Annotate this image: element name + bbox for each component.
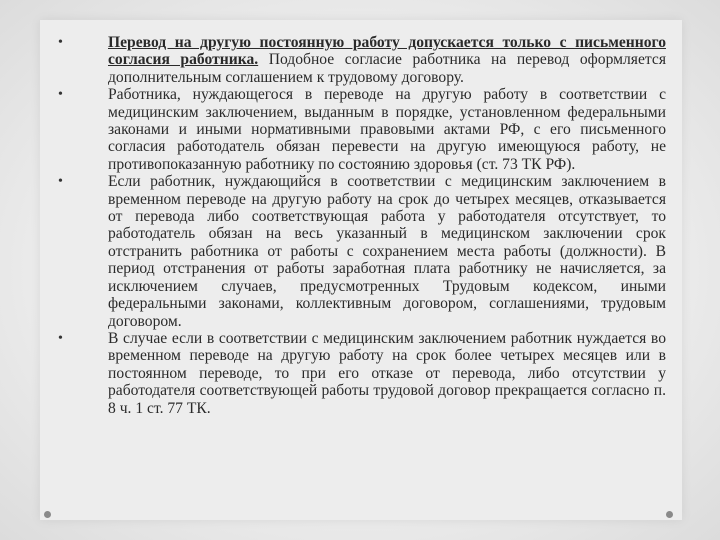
bullet-4-text: В случае если в соответствии с медицинским заключением работник нуждается во временном переводе на другую работу на срок более четырех месяцев или в постоянном переводе, то при его отказе от перевода, либо отсутствии у работодателя соответствующей работы трудовой договор прекращается согласно п. 8 ч. 1 ст. 77 ТК. xyxy=(108,329,666,417)
bullet-dot-icon: • xyxy=(58,35,63,50)
bullet-1-text: Подобное согласие работника на перевод оформляется дополнительным соглашением к трудовому договору. xyxy=(108,51,666,86)
decorative-dot-left-icon xyxy=(44,511,51,518)
decorative-dot-right-icon xyxy=(666,511,673,518)
bullet-item-2 xyxy=(58,86,666,173)
bullet-dot-icon: • xyxy=(58,174,63,190)
bullet-item-4 xyxy=(58,330,666,417)
bullet-dot-icon: • xyxy=(58,87,63,103)
bullet-1-emphasis: Перевод на другую постоянную работу допускается только с письменного согласия работника. xyxy=(108,34,666,69)
slide-content xyxy=(58,34,666,417)
bullet-dot-icon: • xyxy=(58,330,63,346)
bullet-3-text: Если работник, нуждающийся в соответствии с медицинским заключением в временном переводе на другую работу на срок до четырех месяцев, отказывается от перевода либо соответствующая работа у работодателя отсутствует, то работодатель обязан на весь указанный в медицинском заключении срок отстранить работника от работы с сохранением места работы (должности). В период отстранения от работы заработная плата работнику не начисляется, за исключением случаев, предусмотренных Трудовым кодексом, иными федеральными законами, коллективным договором, соглашениями, трудовым договором. xyxy=(108,173,666,330)
content-frame xyxy=(40,20,682,520)
bullet-item-1 xyxy=(58,34,666,86)
bullet-list xyxy=(58,34,666,417)
bullet-2-text: Работника, нуждающегося в переводе на другую работу в соответствии с медицинским заключением, выданным в порядке, установленном федеральными законами и иными нормативными правовыми актами РФ, с его письменного согласия работодатель обязан перевести на другую имеющуюся работу, не противопоказанную работнику по состоянию здоровья (ст. 73 ТК РФ). xyxy=(108,86,666,173)
bullet-item-3 xyxy=(58,173,666,330)
